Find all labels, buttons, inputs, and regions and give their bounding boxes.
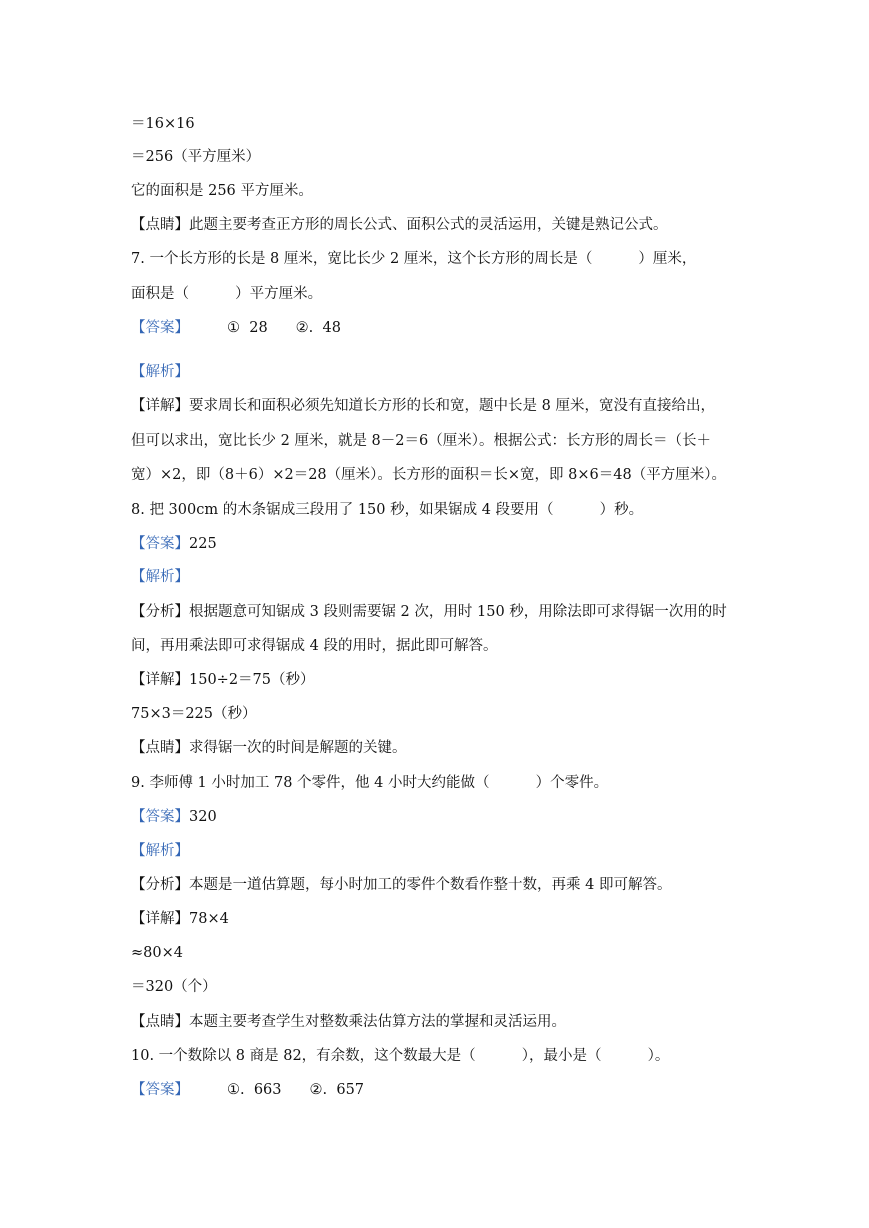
answer-value-1: ① 28 bbox=[227, 320, 268, 336]
answer-value: 320 bbox=[189, 809, 217, 825]
text-line: ＝320（个） bbox=[131, 979, 217, 995]
detail-line: 【详解】要求周长和面积必须先知道长方形的长和宽，题中长是 8 厘米，宽没有直接给出， bbox=[131, 398, 715, 414]
detail-line: 但可以求出，宽比长少 2 厘米，就是 8－2＝6（厘米）。根据公式：长方形的周长＝（长＋ bbox=[131, 433, 711, 449]
answer-line bbox=[131, 534, 217, 554]
answer-line bbox=[131, 1080, 364, 1100]
analysis-tag: 【解析】 bbox=[131, 843, 189, 859]
question-10: 10. 一个数除以 8 商是 82，有余数，这个数最大是（ ），最小是（ ）。 bbox=[131, 1048, 670, 1064]
detail-line: 【详解】150÷2＝75（秒） bbox=[131, 672, 315, 688]
question-9: 9. 李师傅 1 小时加工 78 个零件，他 4 小时大约能做（ ）个零件。 bbox=[131, 775, 609, 791]
answer-tag: 【答案】 bbox=[131, 809, 189, 825]
analysis-tag: 【解析】 bbox=[131, 364, 189, 380]
answer-tag: 【答案】 bbox=[131, 1082, 189, 1098]
detail-line: 宽）×2，即（8＋6）×2＝28（厘米）。长方形的面积＝长×宽，即 8×6＝48（平方厘米）。 bbox=[131, 467, 726, 483]
tip-line: 【点睛】求得锯一次的时间是解题的关键。 bbox=[131, 740, 407, 756]
text-line: ≈80×4 bbox=[131, 945, 183, 961]
text-line: 它的面积是 256 平方厘米。 bbox=[131, 183, 313, 199]
analysis-line: 【分析】根据题意可知锯成 3 段则需要锯 2 次，用时 150 秒，用除法即可求得锯一次用的时 bbox=[131, 604, 727, 620]
answer-value-1: ①. 663 bbox=[227, 1082, 282, 1098]
analysis-line: 【分析】本题是一道估算题，每小时加工的零件个数看作整十数，再乘 4 即可解答。 bbox=[131, 877, 672, 893]
tip-line: 【点睛】本题主要考查学生对整数乘法估算方法的掌握和灵活运用。 bbox=[131, 1014, 566, 1030]
answer-line bbox=[131, 318, 341, 338]
text-line: ＝16×16 bbox=[131, 116, 195, 132]
tip-line: 【点睛】此题主要考查正方形的周长公式、面积公式的灵活运用，关键是熟记公式。 bbox=[131, 217, 668, 233]
answer-line bbox=[131, 807, 217, 827]
answer-value: 225 bbox=[189, 536, 217, 552]
answer-tag: 【答案】 bbox=[131, 536, 189, 552]
question-8: 8. 把 300cm 的木条锯成三段用了 150 秒，如果锯成 4 段要用（ ）秒。 bbox=[131, 502, 644, 518]
answer-value-2: ②. 657 bbox=[309, 1082, 365, 1098]
detail-line: 【详解】78×4 bbox=[131, 911, 229, 927]
question-7: 7. 一个长方形的长是 8 厘米，宽比长少 2 厘米，这个长方形的周长是（ ）厘米， bbox=[131, 251, 697, 267]
answer-value-2: ②. 48 bbox=[295, 320, 341, 336]
question-7-cont: 面积是（ ）平方厘米。 bbox=[131, 286, 323, 302]
text-line: ＝256（平方厘米） bbox=[131, 149, 261, 165]
answer-tag: 【答案】 bbox=[131, 320, 189, 336]
analysis-tag: 【解析】 bbox=[131, 569, 189, 585]
analysis-line: 间，再用乘法即可求得锯成 4 段的用时，据此即可解答。 bbox=[131, 638, 498, 654]
text-line: 75×3＝225（秒） bbox=[131, 706, 257, 722]
